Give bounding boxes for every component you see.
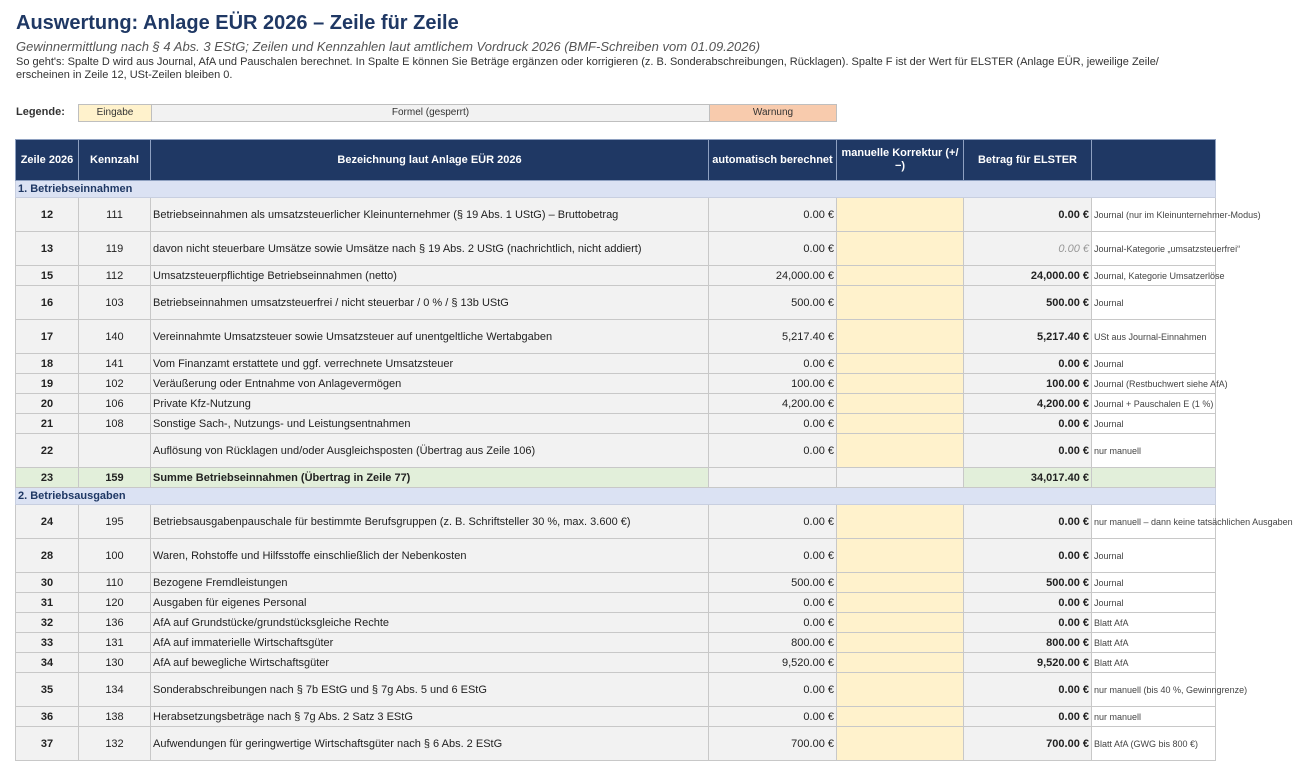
- auto-value-cell: 0.00 €: [709, 354, 837, 374]
- zeile-cell: 15: [16, 266, 79, 286]
- korrektur-input-cell[interactable]: [837, 232, 964, 266]
- legend-label: Legende:: [16, 106, 65, 118]
- header-row: [16, 140, 1216, 181]
- zeile-cell: 34: [16, 653, 79, 673]
- zeile-cell: 23: [16, 468, 79, 488]
- auto-value-cell: 700.00 €: [709, 727, 837, 761]
- note-cell: USt aus Journal-Einnahmen: [1092, 320, 1216, 354]
- kennzahl-cell: 119: [79, 232, 151, 266]
- elster-value-cell: 100.00 €: [964, 374, 1092, 394]
- zeile-cell: 18: [16, 354, 79, 374]
- kennzahl-cell: 131: [79, 633, 151, 653]
- table-row: [16, 727, 1216, 761]
- auto-value-cell: 9,520.00 €: [709, 653, 837, 673]
- instructions-line-2: erscheinen in Zeile 12, USt-Zeilen bleiben 0.: [16, 69, 233, 81]
- bezeichnung-cell: Betriebseinnahmen als umsatzsteuerlicher Kleinunternehmer (§ 19 Abs. 1 UStG) – Bruttobetrag: [151, 198, 709, 232]
- kennzahl-cell: 108: [79, 414, 151, 434]
- bezeichnung-cell: Summe Betriebseinnahmen (Übertrag in Zeile 77): [151, 468, 709, 488]
- auto-value-cell: 0.00 €: [709, 414, 837, 434]
- auto-value-cell: 100.00 €: [709, 374, 837, 394]
- note-cell: nur manuell – dann keine tatsächlichen Ausgaben: [1092, 505, 1216, 539]
- zeile-cell: 32: [16, 613, 79, 633]
- note-cell: nur manuell: [1092, 707, 1216, 727]
- elster-value-cell: 34,017.40 €: [964, 468, 1092, 488]
- bezeichnung-cell: Auflösung von Rücklagen und/oder Ausgleichsposten (Übertrag aus Zeile 106): [151, 434, 709, 468]
- bezeichnung-cell: Herabsetzungsbeträge nach § 7g Abs. 2 Satz 3 EStG: [151, 707, 709, 727]
- elster-value-cell: 0.00 €: [964, 354, 1092, 374]
- korrektur-input-cell[interactable]: [837, 354, 964, 374]
- table-row: [16, 414, 1216, 434]
- col-header-zeile[interactable]: Zeile 2026: [16, 140, 79, 181]
- bezeichnung-cell: Veräußerung oder Entnahme von Anlagevermögen: [151, 374, 709, 394]
- auto-value-cell: 0.00 €: [709, 539, 837, 573]
- kennzahl-cell: 159: [79, 468, 151, 488]
- section-title-einnahmen: 1. Betriebseinnahmen: [16, 181, 1216, 198]
- bezeichnung-cell: Sonderabschreibungen nach § 7b EStG und § 7g Abs. 5 und 6 EStG: [151, 673, 709, 707]
- zeile-cell: 33: [16, 633, 79, 653]
- section-title-ausgaben: 2. Betriebsausgaben: [16, 488, 1216, 505]
- auto-value-cell: 0.00 €: [709, 673, 837, 707]
- table-row: [16, 539, 1216, 573]
- note-cell: Journal (Restbuchwert siehe AfA): [1092, 374, 1216, 394]
- table-row: [16, 374, 1216, 394]
- auto-value-cell: 800.00 €: [709, 633, 837, 653]
- kennzahl-cell: 120: [79, 593, 151, 613]
- bezeichnung-cell: AfA auf Grundstücke/grundstücksgleiche Rechte: [151, 613, 709, 633]
- auto-value-cell: 5,217.40 €: [709, 320, 837, 354]
- bezeichnung-cell: Umsatzsteuerpflichtige Betriebseinnahmen (netto): [151, 266, 709, 286]
- kennzahl-cell: 140: [79, 320, 151, 354]
- kennzahl-cell: 103: [79, 286, 151, 320]
- elster-value-cell: 800.00 €: [964, 633, 1092, 653]
- table-row: [16, 633, 1216, 653]
- korrektur-input-cell[interactable]: [837, 727, 964, 761]
- zeile-cell: 31: [16, 593, 79, 613]
- table-row: [16, 394, 1216, 414]
- elster-value-cell: 0.00 €: [964, 414, 1092, 434]
- table-row: [16, 434, 1216, 468]
- auto-value-cell: 0.00 €: [709, 232, 837, 266]
- note-cell: nur manuell: [1092, 434, 1216, 468]
- page-subtitle: Gewinnermittlung nach § 4 Abs. 3 EStG; Zeilen und Kennzahlen laut amtlichem Vordruck 2026 (BMF-Schreiben vom 01.09.2026): [16, 39, 761, 54]
- col-header-auto[interactable]: automatisch berechnet: [709, 140, 837, 181]
- elster-value-cell: 700.00 €: [964, 727, 1092, 761]
- section-row-ausgaben: [16, 488, 1216, 505]
- note-cell: Blatt AfA: [1092, 653, 1216, 673]
- bezeichnung-cell: Private Kfz-Nutzung: [151, 394, 709, 414]
- table-row: [16, 593, 1216, 613]
- auto-value-cell: 0.00 €: [709, 593, 837, 613]
- zeile-cell: 28: [16, 539, 79, 573]
- elster-value-cell: 24,000.00 €: [964, 266, 1092, 286]
- note-cell: Journal: [1092, 593, 1216, 613]
- korrektur-input-cell[interactable]: [837, 539, 964, 573]
- table-row: [16, 613, 1216, 633]
- zeile-cell: 16: [16, 286, 79, 320]
- col-header-elster[interactable]: Betrag für ELSTER: [964, 140, 1092, 181]
- kennzahl-cell: 195: [79, 505, 151, 539]
- zeile-cell: 17: [16, 320, 79, 354]
- table-row: [16, 320, 1216, 354]
- zeile-cell: 13: [16, 232, 79, 266]
- korrektur-input-cell[interactable]: [837, 286, 964, 320]
- korrektur-input-cell[interactable]: [837, 707, 964, 727]
- elster-value-cell: 0.00 €: [964, 434, 1092, 468]
- kennzahl-cell: 111: [79, 198, 151, 232]
- kennzahl-cell: 106: [79, 394, 151, 414]
- bezeichnung-cell: Ausgaben für eigenes Personal: [151, 593, 709, 613]
- kennzahl-cell: 132: [79, 727, 151, 761]
- korrektur-cell: [837, 468, 964, 488]
- page-title: Auswertung: Anlage EÜR 2026 – Zeile für Zeile: [16, 12, 459, 34]
- elster-value-cell: 9,520.00 €: [964, 653, 1092, 673]
- zeile-cell: 21: [16, 414, 79, 434]
- auto-value-cell: [709, 468, 837, 488]
- bezeichnung-cell: AfA auf immaterielle Wirtschaftsgüter: [151, 633, 709, 653]
- note-cell: Journal (nur im Kleinunternehmer-Modus): [1092, 198, 1216, 232]
- euer-table: [15, 139, 1293, 761]
- elster-value-cell: 0.00 €: [964, 673, 1092, 707]
- note-cell: Journal: [1092, 573, 1216, 593]
- note-cell: Journal: [1092, 286, 1216, 320]
- zeile-cell: 30: [16, 573, 79, 593]
- auto-value-cell: 24,000.00 €: [709, 266, 837, 286]
- note-cell: Journal, Kategorie Umsatzerlöse: [1092, 266, 1216, 286]
- korrektur-input-cell[interactable]: [837, 593, 964, 613]
- col-header-note[interactable]: [1092, 140, 1216, 181]
- auto-value-cell: 500.00 €: [709, 286, 837, 320]
- instructions-line-1: So geht's: Spalte D wird aus Journal, AfA und Pauschalen berechnet. In Spalte E können Sie Beträge ergänzen oder korrigieren (z. B. Sonderabschreibungen, Rücklagen). Spalte F ist der Wert für ELSTER (Anlage EÜR, jeweilige Zeile/: [16, 56, 1159, 68]
- elster-value-cell: 0.00 €: [964, 198, 1092, 232]
- korrektur-input-cell[interactable]: [837, 414, 964, 434]
- table-row: [16, 653, 1216, 673]
- bezeichnung-cell: Sonstige Sach-, Nutzungs- und Leistungsentnahmen: [151, 414, 709, 434]
- kennzahl-cell: 102: [79, 374, 151, 394]
- table-row: [16, 505, 1216, 539]
- korrektur-input-cell[interactable]: [837, 505, 964, 539]
- elster-value-cell: 0.00 €: [964, 593, 1092, 613]
- elster-value-cell: 500.00 €: [964, 573, 1092, 593]
- korrektur-input-cell[interactable]: [837, 266, 964, 286]
- korrektur-input-cell[interactable]: [837, 573, 964, 593]
- zeile-cell: 22: [16, 434, 79, 468]
- bezeichnung-cell: Bezogene Fremdleistungen: [151, 573, 709, 593]
- elster-value-cell: 4,200.00 €: [964, 394, 1092, 414]
- kennzahl-cell: 112: [79, 266, 151, 286]
- note-cell: Blatt AfA (GWG bis 800 €): [1092, 727, 1216, 761]
- kennzahl-cell: 110: [79, 573, 151, 593]
- table-row: [16, 354, 1216, 374]
- instructions-text: [16, 56, 1200, 82]
- auto-value-cell: 0.00 €: [709, 707, 837, 727]
- elster-value-cell: 0.00 €: [964, 232, 1092, 266]
- zeile-cell: 37: [16, 727, 79, 761]
- korrektur-input-cell[interactable]: [837, 320, 964, 354]
- elster-value-cell: 500.00 €: [964, 286, 1092, 320]
- bezeichnung-cell: Betriebseinnahmen umsatzsteuerfrei / nicht steuerbar / 0 % / § 13b UStG: [151, 286, 709, 320]
- kennzahl-cell: [79, 434, 151, 468]
- legend-input-swatch: Eingabe: [78, 104, 152, 122]
- note-cell: Journal: [1092, 354, 1216, 374]
- note-cell: Blatt AfA: [1092, 613, 1216, 633]
- table-row: [16, 673, 1216, 707]
- bezeichnung-cell: Vom Finanzamt erstattete und ggf. verrechnete Umsatzsteuer: [151, 354, 709, 374]
- korrektur-input-cell[interactable]: [837, 198, 964, 232]
- bezeichnung-cell: Waren, Rohstoffe und Hilfsstoffe einschließlich der Nebenkosten: [151, 539, 709, 573]
- elster-value-cell: 0.00 €: [964, 707, 1092, 727]
- zeile-cell: 20: [16, 394, 79, 414]
- col-header-bezeichnung[interactable]: Bezeichnung laut Anlage EÜR 2026: [151, 140, 709, 181]
- col-header-korrektur[interactable]: manuelle Korrektur (+/−): [837, 140, 964, 181]
- legend-warning-swatch: Warnung: [709, 104, 837, 122]
- auto-value-cell: 0.00 €: [709, 434, 837, 468]
- auto-value-cell: 0.00 €: [709, 505, 837, 539]
- table-row: [16, 573, 1216, 593]
- bezeichnung-cell: AfA auf bewegliche Wirtschaftsgüter: [151, 653, 709, 673]
- col-header-kennzahl[interactable]: Kennzahl: [79, 140, 151, 181]
- korrektur-input-cell[interactable]: [837, 673, 964, 707]
- note-cell: [1092, 468, 1216, 488]
- table-row: [16, 198, 1216, 232]
- zeile-cell: 36: [16, 707, 79, 727]
- table-row: [16, 266, 1216, 286]
- note-cell: Blatt AfA: [1092, 633, 1216, 653]
- elster-value-cell: 0.00 €: [964, 613, 1092, 633]
- kennzahl-cell: 136: [79, 613, 151, 633]
- note-cell: Journal + Pauschalen E (1 %): [1092, 394, 1216, 414]
- note-cell: Journal: [1092, 539, 1216, 573]
- table-row: [16, 286, 1216, 320]
- korrektur-input-cell[interactable]: [837, 653, 964, 673]
- korrektur-input-cell[interactable]: [837, 434, 964, 468]
- korrektur-input-cell[interactable]: [837, 374, 964, 394]
- bezeichnung-cell: Vereinnahmte Umsatzsteuer sowie Umsatzsteuer auf unentgeltliche Wertabgaben: [151, 320, 709, 354]
- sum-row-einnahmen: [16, 468, 1216, 488]
- auto-value-cell: 0.00 €: [709, 613, 837, 633]
- korrektur-input-cell[interactable]: [837, 394, 964, 414]
- zeile-cell: 12: [16, 198, 79, 232]
- kennzahl-cell: 100: [79, 539, 151, 573]
- auto-value-cell: 0.00 €: [709, 198, 837, 232]
- bezeichnung-cell: Betriebsausgabenpauschale für bestimmte Berufsgruppen (z. B. Schriftsteller 30 %, max. 3.600 €): [151, 505, 709, 539]
- bezeichnung-cell: davon nicht steuerbare Umsätze sowie Umsätze nach § 19 Abs. 2 UStG (nachrichtlich, nicht addiert): [151, 232, 709, 266]
- zeile-cell: 19: [16, 374, 79, 394]
- table-row: [16, 232, 1216, 266]
- note-cell: Journal-Kategorie „umsatzsteuerfrei“: [1092, 232, 1216, 266]
- korrektur-input-cell[interactable]: [837, 613, 964, 633]
- note-cell: Journal: [1092, 414, 1216, 434]
- zeile-cell: 24: [16, 505, 79, 539]
- elster-value-cell: 0.00 €: [964, 539, 1092, 573]
- kennzahl-cell: 134: [79, 673, 151, 707]
- elster-value-cell: 0.00 €: [964, 505, 1092, 539]
- section-row-einnahmen: [16, 181, 1216, 198]
- zeile-cell: 35: [16, 673, 79, 707]
- auto-value-cell: 4,200.00 €: [709, 394, 837, 414]
- auto-value-cell: 500.00 €: [709, 573, 837, 593]
- kennzahl-cell: 130: [79, 653, 151, 673]
- kennzahl-cell: 141: [79, 354, 151, 374]
- note-cell: nur manuell (bis 40 %, Gewinngrenze): [1092, 673, 1216, 707]
- table-row: [16, 707, 1216, 727]
- elster-value-cell: 5,217.40 €: [964, 320, 1092, 354]
- kennzahl-cell: 138: [79, 707, 151, 727]
- legend-formula-swatch: Formel (gesperrt): [151, 104, 710, 122]
- korrektur-input-cell[interactable]: [837, 633, 964, 653]
- bezeichnung-cell: Aufwendungen für geringwertige Wirtschaftsgüter nach § 6 Abs. 2 EStG: [151, 727, 709, 761]
